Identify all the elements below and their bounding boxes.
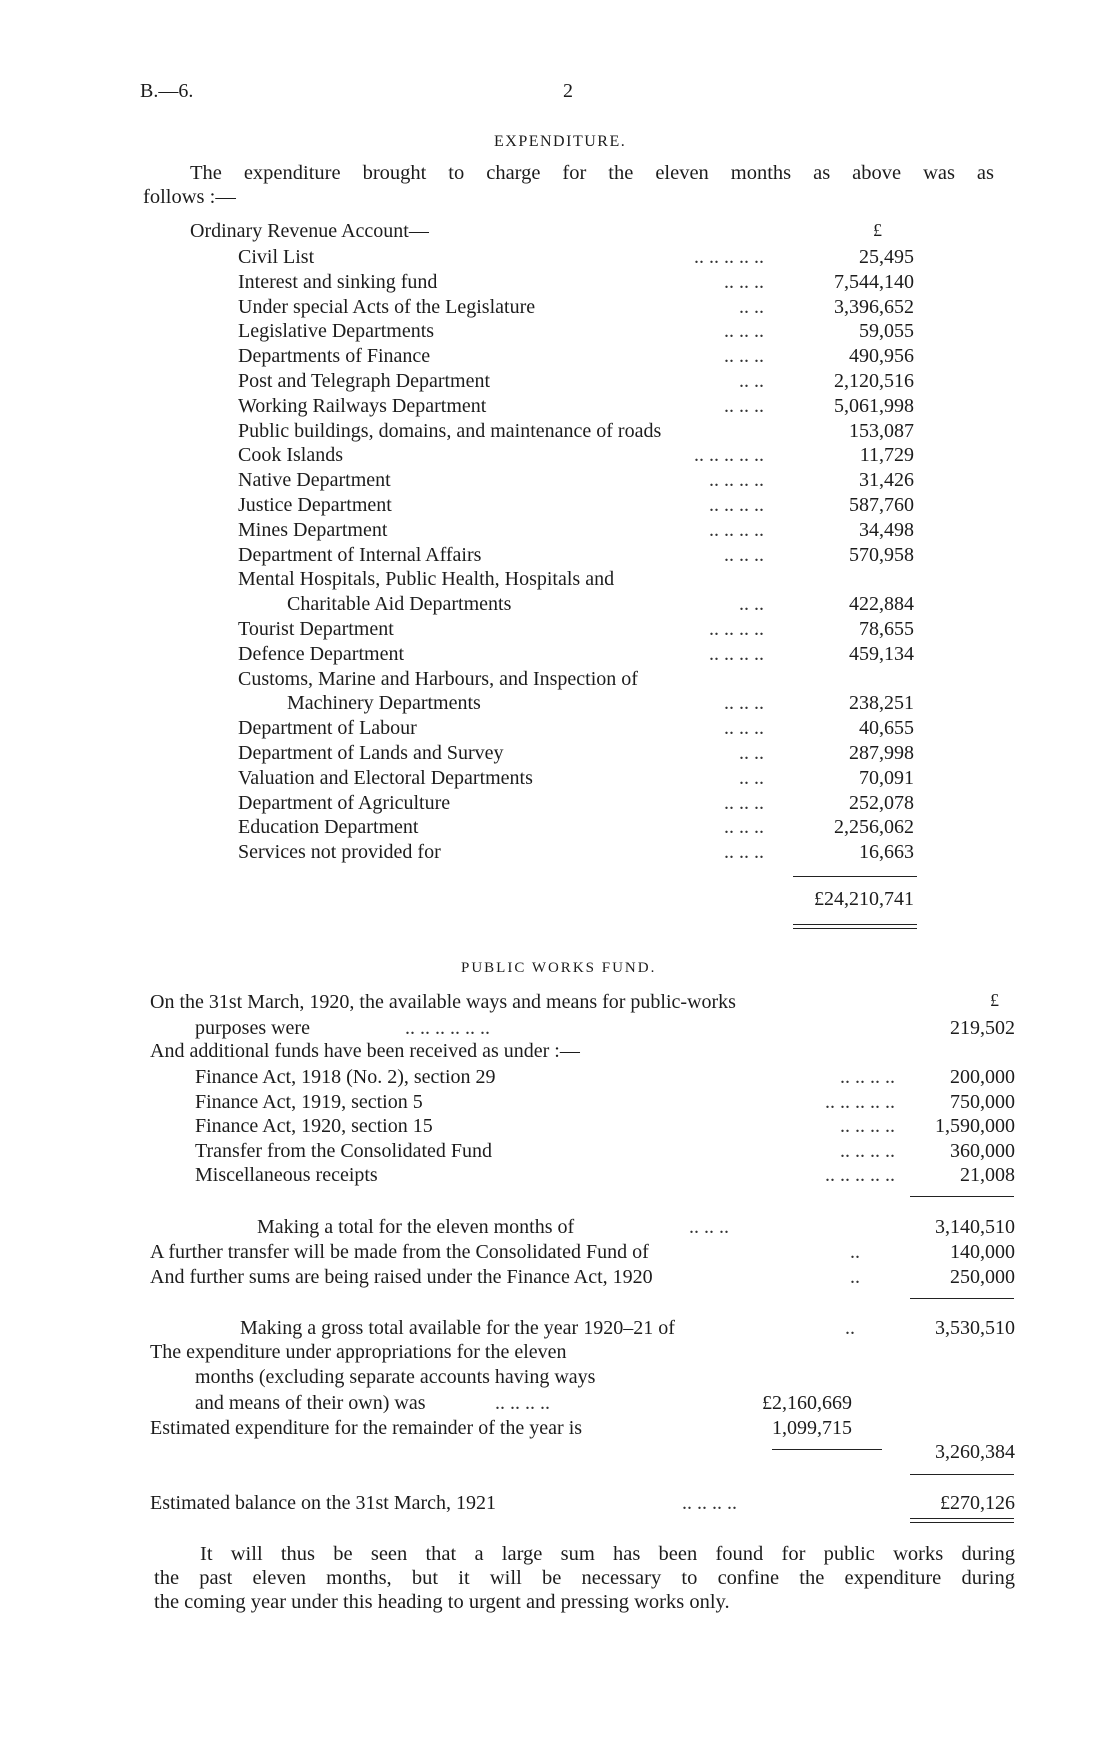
expenditure-item-row: [238, 741, 914, 765]
expenditure-item-label: Working Railways Department: [238, 394, 487, 417]
expenditure-item-label: Valuation and Electoral Departments: [238, 766, 533, 789]
expenditure-item-row: [238, 791, 914, 815]
expenditure-intro-line2: follows :—: [143, 186, 236, 208]
expenditure-item-leader-dots: .. .. .. ..: [709, 494, 764, 516]
receipt-row: [195, 1114, 1015, 1138]
expenditure-item-amount: 31,426: [859, 469, 914, 492]
receipt-label: Finance Act, 1919, section 5: [195, 1090, 423, 1113]
expenditure-item-leader-dots: .. .. ..: [724, 816, 764, 839]
expenditure-item-label: Under special Acts of the Legislature: [238, 295, 536, 318]
subtotal-label: Making a total for the eleven months of: [257, 1216, 575, 1238]
expenditure-item-row: [238, 319, 914, 343]
receipt-amount: 360,000: [950, 1139, 1015, 1162]
opening-amount: 219,502: [950, 1017, 1015, 1039]
further-sums-amount: 250,000: [950, 1266, 1015, 1288]
receipt-row: [195, 1065, 1015, 1089]
expenditure-item-label: Charitable Aid Departments: [287, 593, 512, 616]
opening-line1: On the 31st March, 1920, the available ways and means for public-works: [150, 991, 736, 1013]
receipt-row: [195, 1090, 1015, 1114]
receipt-label: Finance Act, 1918 (No. 2), section 29: [195, 1066, 496, 1088]
expenditure-item-label: Department of Labour: [238, 717, 417, 740]
expenditure-item-amount: 153,087: [849, 419, 914, 442]
expenditure-item-row: [238, 766, 914, 790]
combined-expenditure-amount: 3,260,384: [935, 1441, 1015, 1463]
receipt-leader-dots: .. .. .. .. ..: [825, 1090, 895, 1113]
expenditure-item-amount: 70,091: [859, 766, 914, 789]
receipt-amount: 1,590,000: [935, 1115, 1015, 1138]
opening-dots: .. .. .. .. .. ..: [405, 1017, 490, 1039]
gross-total-label: Making a gross total available for the year 1920–21 of: [240, 1317, 675, 1339]
further-transfer-label: A further transfer will be made from the Consolidated Fund of: [150, 1241, 649, 1263]
expenditure-item-label: Services not provided for: [238, 841, 441, 864]
receipt-label: Transfer from the Consolidated Fund: [195, 1139, 493, 1162]
expenditure-item-label: Justice Department: [238, 494, 392, 516]
expenditure-item-amount: 2,256,062: [834, 816, 914, 839]
expenditure-item-label: Legislative Departments: [238, 320, 435, 343]
expenditure-item-label: Department of Lands and Survey: [238, 742, 504, 764]
expenditure-item-amount: 2,120,516: [834, 370, 914, 392]
expenditure-item-label: Mines Department: [238, 518, 388, 541]
expenditure-item-row: [238, 344, 914, 368]
expenditure-item-amount: 40,655: [859, 717, 914, 740]
expenditure-item-label: Native Department: [238, 469, 391, 492]
expenditure-item-amount: 422,884: [849, 593, 914, 616]
estimated-balance-dots: .. .. .. ..: [682, 1492, 737, 1514]
expenditure-item-label: Tourist Department: [238, 618, 394, 640]
expenditure-item-leader-dots: .. .. ..: [724, 345, 764, 368]
expenditure-total: £24,210,741: [814, 888, 914, 910]
expenditure-item-label: Civil List: [238, 246, 315, 268]
closing-line1: It will thus be seen that a large sum has been found for public works during: [200, 1543, 1015, 1565]
expenditure-item-amount: 7,544,140: [834, 270, 914, 293]
expenditure-item-leader-dots: .. .. .. ..: [709, 518, 764, 541]
estimated-expenditure-row: [150, 1416, 852, 1440]
expenditure-item-row: [238, 642, 914, 666]
expenditure-item-label: Department of Internal Affairs: [238, 543, 482, 566]
estimated-expenditure-amount: 1,099,715: [772, 1417, 852, 1439]
expenditure-item-leader-dots: .. .. .. .. ..: [694, 444, 764, 467]
expenditure-currency-symbol: £: [873, 220, 882, 240]
expenditure-item-amount: 252,078: [849, 791, 914, 814]
subtotal-dots: .. .. ..: [689, 1216, 729, 1238]
receipt-leader-dots: .. .. .. ..: [840, 1115, 895, 1138]
expenditure-item-leader-dots: .. .. ..: [724, 270, 764, 293]
expenditure-item-leader-dots: .. .. .. .. ..: [694, 246, 764, 268]
gross-total-amount: 3,530,510: [935, 1317, 1015, 1339]
appropriations-line1: The expenditure under appropriations for the eleven: [150, 1341, 567, 1363]
expenditure-item-leader-dots: .. .. ..: [724, 543, 764, 566]
expenditure-item-label: Defence Department: [238, 642, 405, 665]
expenditure-item-amount: 570,958: [849, 543, 914, 566]
expenditure-item-leader-dots: .. .. ..: [724, 320, 764, 343]
document-reference: B.—6.: [140, 80, 194, 102]
estimated-balance-label: Estimated balance on the 31st March, 1921: [150, 1492, 497, 1514]
receipts-rule: [910, 1196, 1014, 1197]
appropriations-amount: £2,160,669: [762, 1392, 852, 1414]
expenditure-item-leader-dots: .. .. ..: [724, 841, 764, 864]
expenditure-item-row: [238, 369, 914, 393]
page-number: 2: [563, 80, 573, 102]
expenditure-item-label: Mental Hospitals, Public Health, Hospitals and: [238, 568, 615, 591]
expenditure-item-label: Interest and sinking fund: [238, 270, 438, 293]
subtotal-amount: 3,140,510: [935, 1216, 1015, 1238]
further-rule: [910, 1298, 1014, 1299]
expenditure-item-row: [238, 815, 914, 839]
expenditure-item-amount: 5,061,998: [834, 394, 914, 417]
receipt-leader-dots: .. .. .. ..: [840, 1139, 895, 1162]
expenditure-item-leader-dots: .. .. .. ..: [709, 618, 764, 640]
expenditure-item-label: Education Department: [238, 816, 419, 839]
expenditure-item-row: [287, 592, 914, 616]
expenditure-item-label: Machinery Departments: [287, 692, 481, 715]
account-heading: Ordinary Revenue Account—: [190, 220, 429, 242]
expenditure-item-row: [238, 617, 914, 641]
expenditure-item-row: [238, 518, 914, 542]
expenditure-item-label: Departments of Finance: [238, 345, 431, 368]
expenditure-item-row: [238, 394, 914, 418]
appropriations-line2: months (excluding separate accounts having ways: [195, 1366, 596, 1388]
expenditure-item-leader-dots: .. .. ..: [724, 394, 764, 417]
expenditure-item-row: [238, 270, 914, 294]
expenditure-item-leader-dots: .. .. ..: [724, 717, 764, 740]
expenditure-item-leader-dots: .. ..: [739, 766, 764, 789]
receipt-leader-dots: .. .. .. .. ..: [825, 1164, 895, 1187]
expenditure-item-row: [238, 716, 914, 740]
expenditure-item-row: [238, 468, 914, 492]
balance-double-rule: [910, 1518, 1014, 1523]
opening-line2: purposes were: [195, 1017, 310, 1039]
subtotal-rule: [793, 876, 917, 877]
receipt-amount: 21,008: [960, 1164, 1015, 1187]
expenditure-item-amount: 287,998: [849, 742, 914, 764]
expenditure-item-amount: 587,760: [849, 494, 914, 516]
expenditure-item-row: [238, 419, 914, 443]
expenditure-item-amount: 490,956: [849, 345, 914, 368]
appropriations-dots: .. .. .. ..: [495, 1392, 550, 1414]
opening-balance-row: [195, 1016, 1015, 1040]
subtotal-row: [257, 1215, 1015, 1239]
estimated-expenditure-label: Estimated expenditure for the remainder of the year is: [150, 1417, 583, 1439]
receipt-amount: 200,000: [950, 1066, 1015, 1088]
receipt-leader-dots: .. .. .. ..: [840, 1066, 895, 1088]
expenditure-item-amount: 3,396,652: [834, 295, 914, 318]
expenditure-item-leader-dots: .. ..: [739, 370, 764, 392]
expenditure-item-row: [238, 543, 914, 567]
receipt-label: Miscellaneous receipts: [195, 1164, 378, 1187]
expenditure-item-amount: 59,055: [859, 320, 914, 343]
receipt-row: [195, 1139, 1015, 1163]
expenditure-intro-line1: The expenditure brought to charge for the eleven months as above was as: [190, 162, 994, 184]
public-works-title: PUBLIC WORKS FUND.: [461, 960, 657, 976]
receipt-row: [195, 1163, 1015, 1187]
expenditure-item-label: Public buildings, domains, and maintenance of roads: [238, 419, 662, 442]
expenditure-item-leader-dots: .. .. .. ..: [709, 642, 764, 665]
appropriations-row: [195, 1391, 852, 1415]
expenditure-item-leader-dots: .. .. .. ..: [709, 469, 764, 492]
combined-rule: [910, 1474, 1014, 1475]
expenditure-title: EXPENDITURE.: [494, 133, 627, 150]
appropriations-line3: and means of their own) was: [195, 1392, 426, 1414]
further-transfer-dots: ..: [850, 1241, 860, 1263]
expenditure-item-leader-dots: .. ..: [739, 742, 764, 764]
expenditure-item-row: [238, 567, 914, 591]
expenditure-item-amount: 11,729: [859, 444, 914, 467]
gross-total-dots: ..: [845, 1317, 855, 1339]
expenditure-item-leader-dots: .. ..: [739, 593, 764, 616]
further-sums-dots: ..: [850, 1266, 860, 1288]
expenditure-item-row: [238, 493, 914, 517]
expenditure-item-leader-dots: .. .. ..: [724, 791, 764, 814]
expenditure-item-label: Customs, Marine and Harbours, and Inspection of: [238, 667, 638, 690]
expenditure-item-label: Department of Agriculture: [238, 791, 451, 814]
expenditure-item-label: Post and Telegraph Department: [238, 370, 491, 392]
expenditure-item-row: [238, 295, 914, 319]
expenditure-item-leader-dots: .. .. ..: [724, 692, 764, 715]
closing-line3: the coming year under this heading to urgent and pressing works only.: [154, 1591, 730, 1613]
expenditure-item-row: [238, 245, 914, 269]
total-double-rule: [793, 924, 917, 929]
expenditure-item-amount: 16,663: [859, 841, 914, 864]
expenditure-item-row: [238, 667, 914, 691]
additional-funds-heading: And additional funds have been received as under :—: [150, 1040, 580, 1062]
further-sums-label: And further sums are being raised under the Finance Act, 1920: [150, 1266, 653, 1288]
estimated-balance-amount: £270,126: [940, 1492, 1015, 1514]
expenditure-item-row: [238, 840, 914, 864]
expenditure-item-amount: 78,655: [859, 618, 914, 640]
further-transfer-amount: 140,000: [950, 1241, 1015, 1263]
receipt-amount: 750,000: [950, 1090, 1015, 1113]
receipt-label: Finance Act, 1920, section 15: [195, 1115, 433, 1138]
expenditure-item-amount: 459,134: [849, 642, 914, 665]
gross-total-row: [240, 1316, 1015, 1340]
further-transfer-row: [150, 1240, 1015, 1264]
public-works-currency-symbol: £: [990, 990, 999, 1010]
estimated-balance-row: [150, 1491, 1015, 1515]
expenditure-item-leader-dots: .. ..: [739, 295, 764, 318]
further-sums-row: [150, 1265, 1015, 1289]
expenditure-item-label: Cook Islands: [238, 444, 343, 467]
closing-line2: the past eleven months, but it will be necessary to confine the expenditure during: [154, 1567, 1015, 1589]
expenditure-item-amount: 25,495: [859, 246, 914, 268]
expenditure-item-amount: 238,251: [849, 692, 914, 715]
expenditure-item-amount: 34,498: [859, 518, 914, 541]
expenditure-item-row: [287, 691, 914, 715]
expenditure-item-row: [238, 443, 914, 467]
